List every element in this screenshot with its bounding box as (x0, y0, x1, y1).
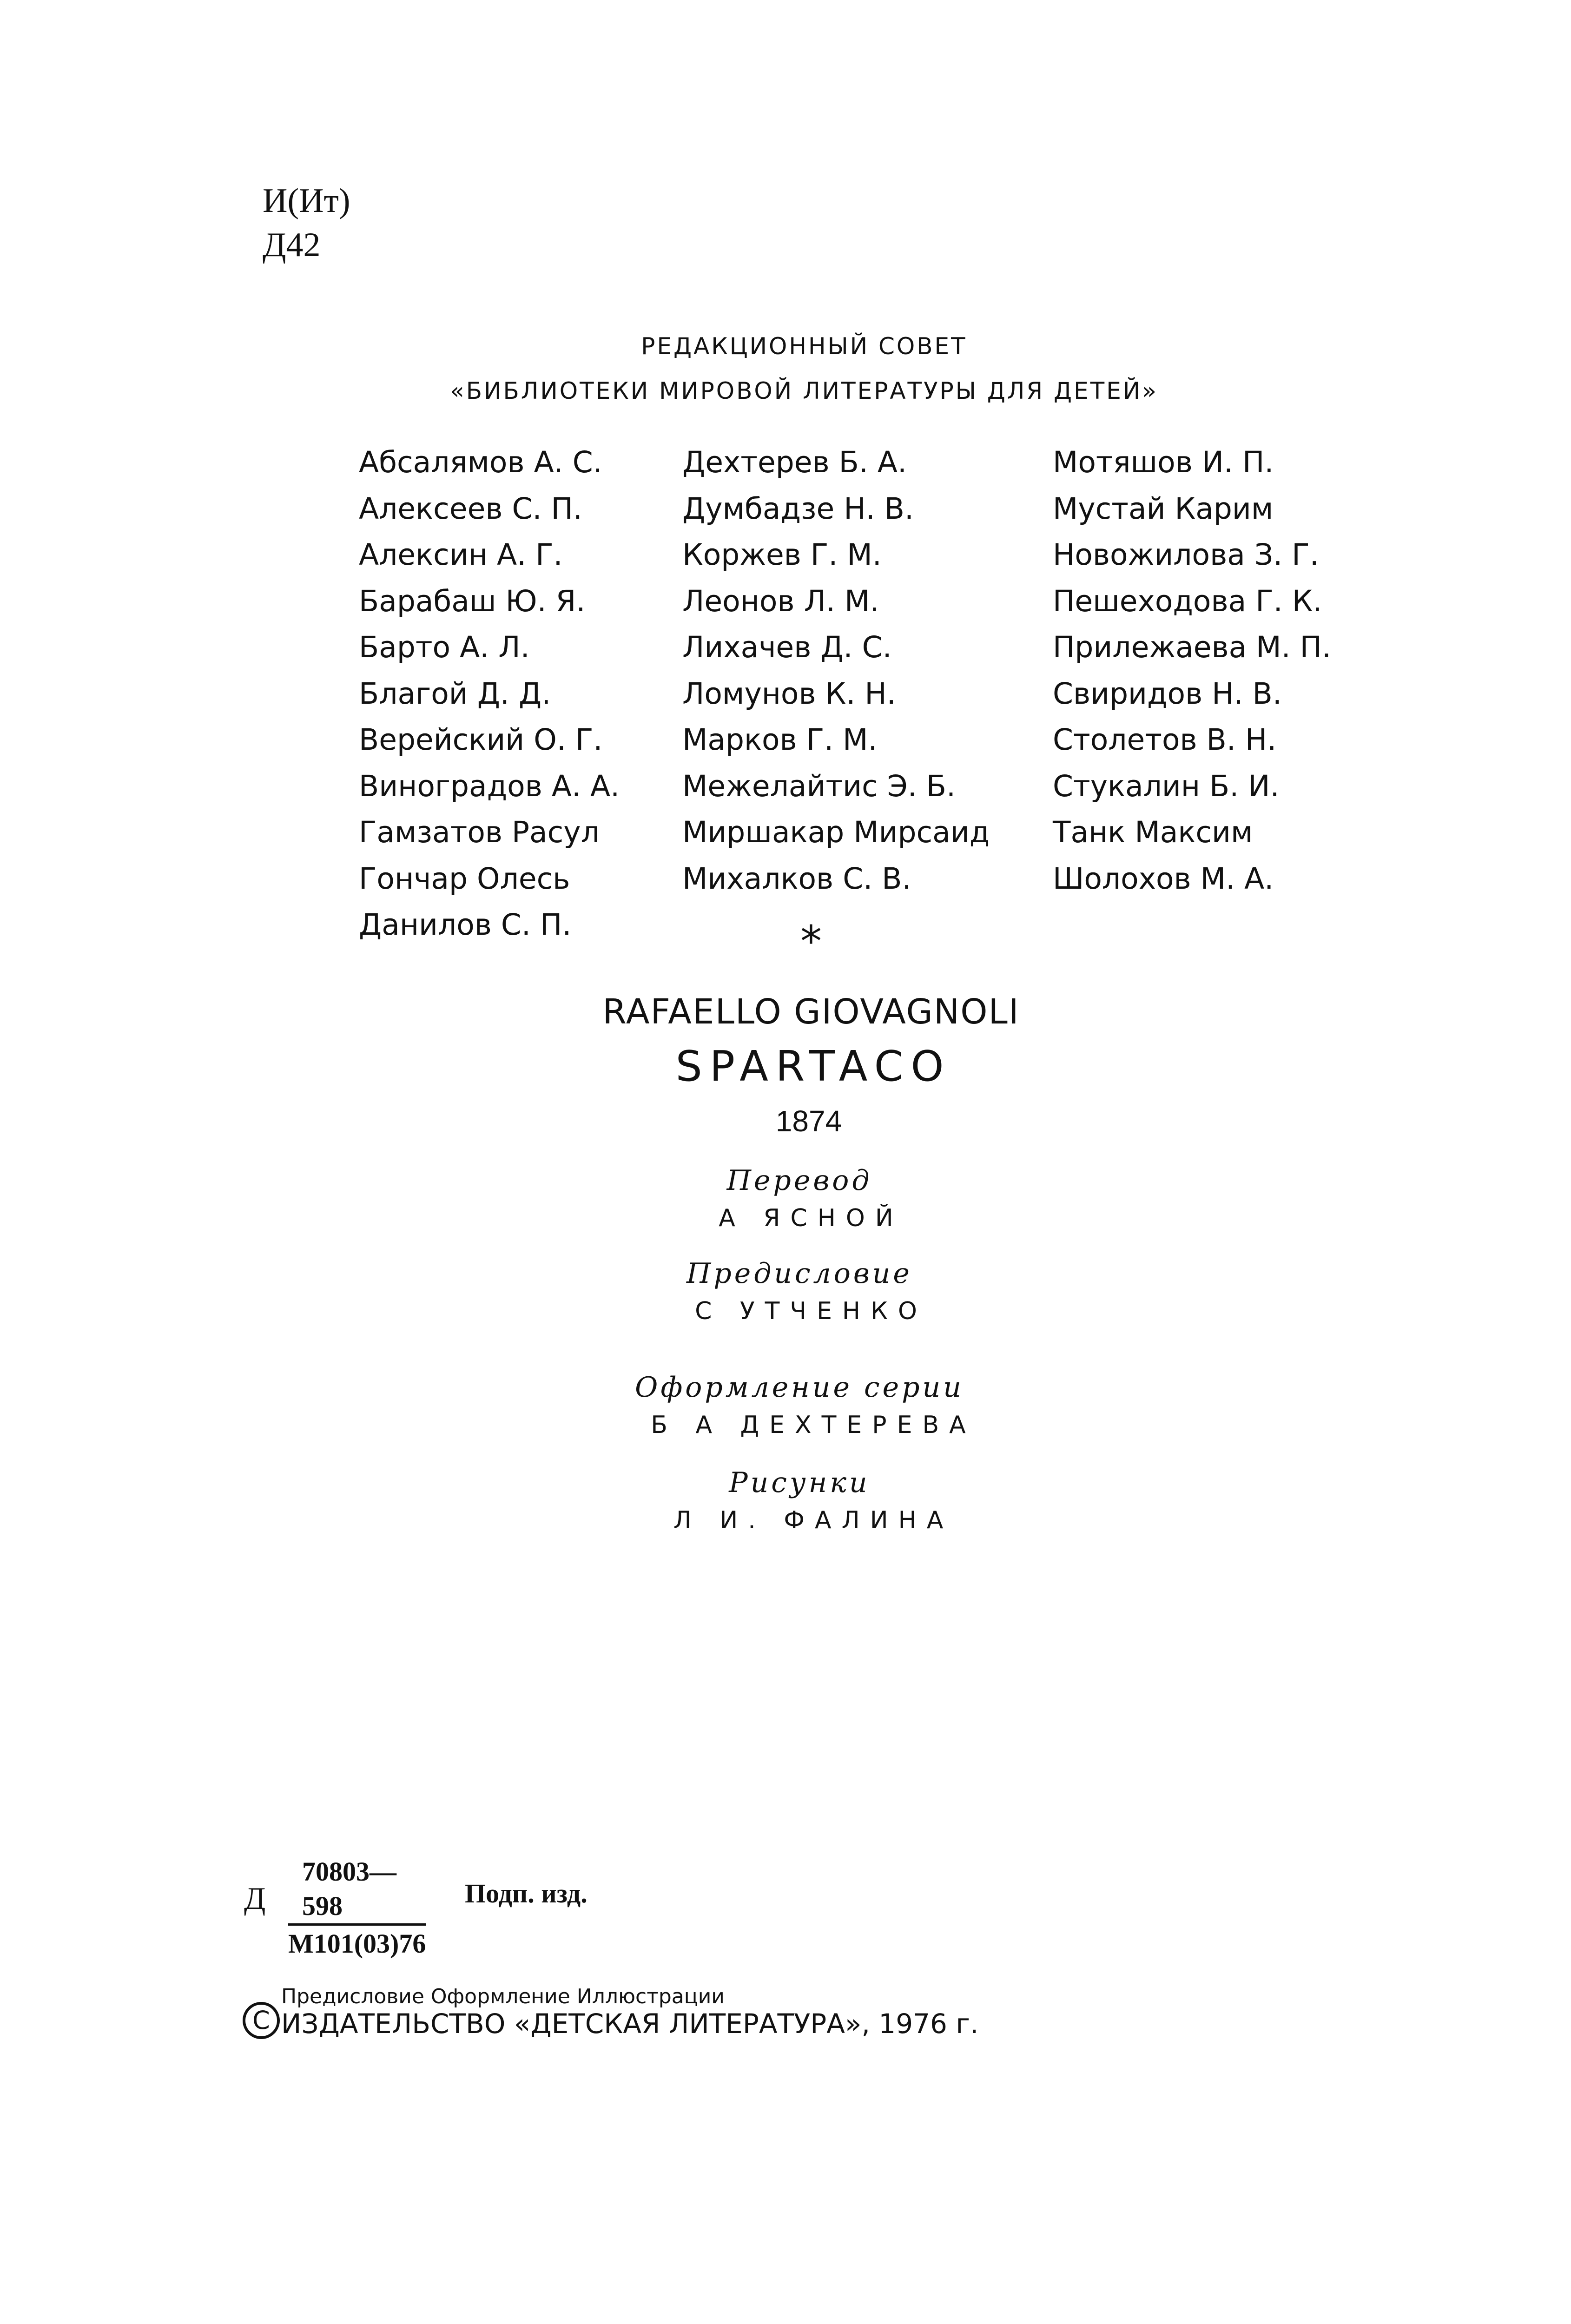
council-member: Михалков С. В. (682, 861, 911, 896)
council-member: Леонов Л. М. (682, 584, 879, 618)
credit-person-translator: А ЯСНОЙ (719, 1204, 904, 1232)
council-member: Мотяшов И. П. (1053, 445, 1274, 479)
credit-role-series-design: Оформление серии (635, 1371, 964, 1404)
council-member: Алексин А. Г. (359, 538, 563, 572)
council-member: Виноградов А. А. (359, 769, 620, 803)
council-member: Миршакар Мирсаид (682, 815, 990, 849)
credit-person-illustrations: Л И. ФАЛИНА (673, 1506, 954, 1534)
council-member: Гончар Олесь (359, 861, 570, 896)
council-column-3 (1053, 439, 1331, 902)
credit-role-illustrations: Рисунки (729, 1466, 870, 1499)
catalog-code: Д42 (263, 226, 321, 264)
council-member: Дехтерев Б. А. (682, 445, 907, 479)
council-column-2 (682, 439, 990, 902)
council-member: Межелайтис Э. Б. (682, 769, 956, 803)
publication-fraction (288, 1855, 426, 1961)
council-member: Пешеходова Г. К. (1053, 584, 1322, 618)
credit-person-series-design: Б А ДЕХТЕРЕВА (651, 1411, 976, 1439)
credit-role-translation: Перевод (726, 1164, 872, 1197)
council-member: Барто А. Л. (359, 630, 530, 664)
council-member: Новожилова З. Г. (1053, 538, 1319, 572)
council-member: Свиридов Н. В. (1053, 676, 1282, 711)
council-member: Благой Д. Д. (359, 676, 551, 711)
council-member: Столетов В. Н. (1053, 723, 1277, 757)
council-member: Абсалямов А. С. (359, 445, 602, 479)
council-member: Танк Максим (1053, 815, 1253, 849)
publication-denominator: М101(03)76 (288, 1923, 426, 1961)
council-member: Стукалин Б. И. (1053, 769, 1280, 803)
series-name: «БИБЛИОТЕКИ МИРОВОЙ ЛИТЕРАТУРЫ ДЛЯ ДЕТЕЙ» (450, 377, 1158, 404)
council-member: Думбадзе Н. В. (682, 491, 914, 526)
asterisk-separator: * (800, 917, 822, 966)
council-member: Алексеев С. П. (359, 491, 582, 526)
copyright-publisher: ИЗДАТЕЛЬСТВО «ДЕТСКАЯ ЛИТЕРАТУРА», 1976 г. (281, 2008, 979, 2040)
copyright-icon (242, 2001, 281, 2040)
book-title: SPARTACO (675, 1042, 951, 1091)
credit-person-preface: С УТЧЕНКО (695, 1297, 927, 1325)
book-author: RAFAELLO GIOVAGNOLI (602, 992, 1020, 1032)
credit-role-preface: Предисловие (686, 1257, 912, 1290)
council-column-1 (359, 439, 620, 948)
council-member: Мустай Карим (1053, 491, 1274, 526)
council-member: Верейский О. Г. (359, 723, 603, 757)
publication-letter: Д (244, 1881, 266, 1916)
council-member: Гамзатов Расул (359, 815, 600, 849)
council-member: Коржев Г. М. (682, 538, 882, 572)
book-year: 1874 (775, 1104, 842, 1138)
council-member: Ломунов К. Н. (682, 676, 896, 711)
council-member: Лихачев Д. С. (682, 630, 892, 664)
publication-numerator: 70803—598 (302, 1856, 396, 1921)
council-member: Прилежаева М. П. (1053, 630, 1332, 664)
council-member: Данилов С. П. (359, 908, 572, 942)
copyright-scope: Предисловие Оформление Иллюстрации (281, 1985, 725, 2008)
classification-code: И(Ит) (263, 182, 350, 220)
svg-text:C: C (252, 2006, 270, 2035)
publication-note: Подп. изд. (465, 1878, 587, 1908)
council-member: Марков Г. М. (682, 723, 878, 757)
council-heading: РЕДАКЦИОННЫЙ СОВЕТ (641, 333, 967, 360)
council-member: Барабаш Ю. Я. (359, 584, 586, 618)
council-member: Шолохов М. А. (1053, 861, 1274, 896)
